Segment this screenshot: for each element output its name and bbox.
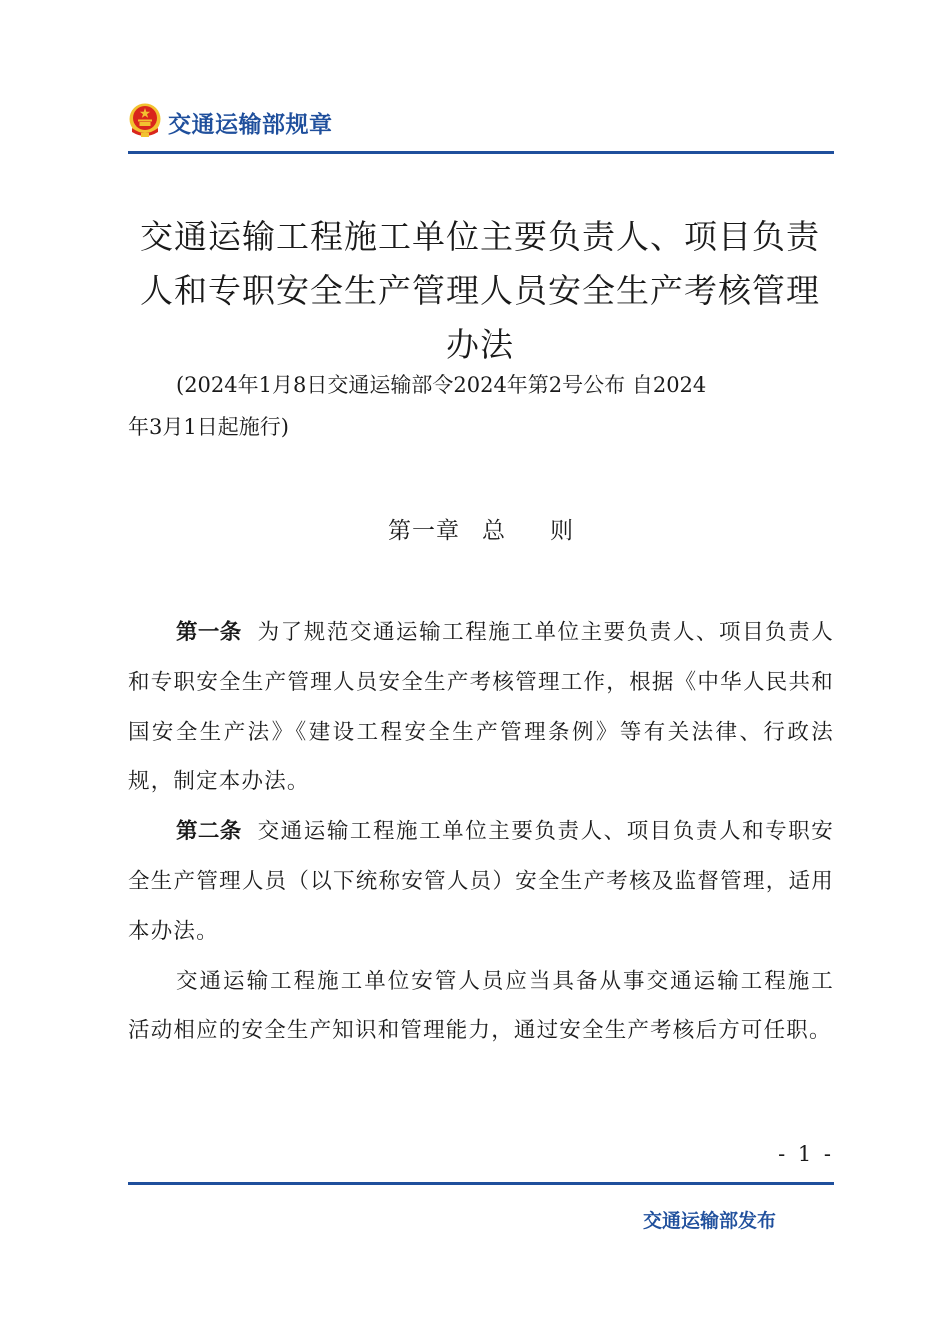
page-header	[128, 100, 834, 156]
article-text: 交通运输工程施工单位安管人员应当具备从事交通运输工程施工活动相应的安全生产知识和管理能力，通过安全生产考核后方可任职。	[128, 968, 834, 1044]
article-label: 第二条	[176, 819, 242, 845]
article-text: 为了规范交通运输工程施工单位主要负责人、项目负责人和专职安全生产管理人员安全生产考核管理工作，根据《中华人民共和国安全生产法》《建设工程安全生产管理条例》等有关法律、行政法规，制定本办法。	[128, 620, 834, 795]
document-body	[128, 608, 834, 1056]
title-line: 办法	[446, 325, 514, 364]
chapter-heading	[128, 512, 834, 545]
document-title	[124, 210, 836, 372]
chapter-word: 总	[482, 518, 506, 544]
issuance-line: (2024年1月8日交通运输部令2024年第2号公布 自2024	[176, 373, 707, 397]
article-paragraph	[128, 608, 834, 807]
article-paragraph	[128, 957, 834, 1057]
issuance-line: 年3月1日起施行)	[128, 415, 289, 439]
footer-divider	[128, 1182, 834, 1185]
article-paragraph	[128, 807, 834, 956]
article-text: 交通运输工程施工单位主要负责人、项目负责人和专职安全生产管理人员（以下统称安管人员）安全生产考核及监督管理，适用本办法。	[128, 819, 834, 944]
header-title: 交通运输部规章	[168, 112, 333, 138]
page-number: - 1 -	[778, 1142, 834, 1166]
article-label: 第一条	[176, 620, 242, 645]
chapter-word: 则	[550, 518, 574, 544]
header-divider	[128, 151, 834, 154]
title-line: 人和专职安全生产管理人员安全生产考核管理	[140, 271, 820, 310]
title-line: 交通运输工程施工单位主要负责人、项目负责	[140, 217, 820, 256]
chapter-number: 第一章	[388, 518, 460, 544]
issuance-note	[128, 364, 834, 448]
national-emblem-icon	[128, 102, 162, 138]
footer-publisher: 交通运输部发布	[642, 1210, 776, 1232]
